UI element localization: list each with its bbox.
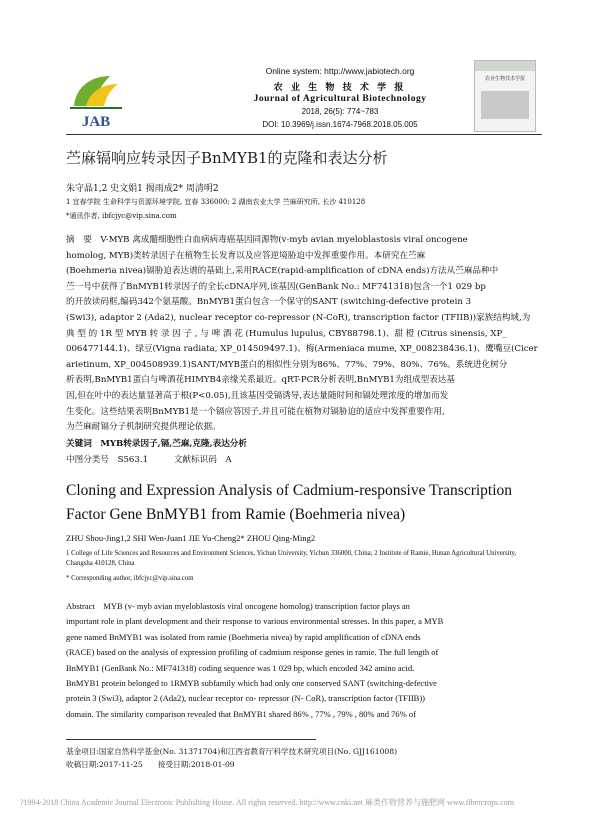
abstract-cn-line: 的开放读码框,编码342个氨基酸。BnMYB1蛋白包含一个保守的SANT (switching-defective protein 3 [66, 297, 472, 308]
keywords-cn: 关键词 MYB转录因子,镉,苎麻,克隆,表达分析 [66, 439, 247, 449]
abstract-cn-line: 因,但在叶中的表达量显著高于根(P<0.05),且该基因受镉诱导,表达量随时间和镉处理浓度的增加而发 [66, 390, 449, 401]
header-rule [66, 134, 542, 135]
abstract-cn-line: 苎一号中获得了BnMYB1转录因子的全长cDNA序列,该基因(GenBank No.: MF741318)包含一个1 029 bp [66, 281, 486, 292]
abstract-en-line: gene named BnMYB1 was isolated from ramie (Boehmeria nivea) by rapid amplification of cDNA ends [66, 631, 421, 642]
journal-name-cn: 农 业 生 物 技 术 学 报 [273, 82, 407, 92]
abstract-en-line: important role in plant development and their response to various environmental stresses. In this paper, a MYB [66, 616, 444, 627]
abstract-cn-line: 生变化。这些结果表明BnMYB1是一个镉应答因子,并且可能在植物对镉胁迫的适应中发挥重要作用, [66, 406, 445, 417]
abstract-cn-line: 典 型 的 1R 型 MYB 转 录 因 子 , 与 啤 酒 花 (Humulus lupulus, CBY88798.1)、甜 橙 (Citrus sinensis, XP_ [66, 328, 507, 339]
copyright-footer: ?1994-2018 China Academic Journal Electronic Publishing House. All rights reserved. http://www.cnki.net 麻类作物营养与施肥网 www.fibercrops.com [20, 798, 514, 807]
abstract-en-line: Abstract MYB (v- myb avian myeloblastosis viral oncogene homolog) transcription factor plays an [66, 601, 410, 611]
abstract-cn-line: (Boehmeria nivea)镉胁迫表达谱的基础上,采用RACE(rapid-amplification of cDNA ends)方法从苎麻品种中 [66, 266, 499, 277]
journal-logo [66, 72, 126, 130]
abstract-cn-line: 摘 要 V-MYB 禽成髓细胞性白血病病毒癌基因同源物(v-myb avian myeloblastosis viral oncogene [66, 235, 468, 245]
abstract-cn-line: 006477144.1)、绿豆(Vigna radiata, XP_014509497.1)、梅(Armeniaca mume, XP_008238436.1)、鹰嘴豆(Cicer [66, 344, 538, 355]
online-system[interactable]: Online system: http://www.jabiotech.org [265, 66, 415, 76]
journal-cover-thumbnail [474, 60, 536, 132]
abstract-cn-line: 析表明,BnMYB1蛋白与啤酒花HIMYB4亲缘关系最近。qRT-PCR分析表明,BnMYB1为组成型表达基 [66, 375, 456, 386]
abstract-en-line: protein 3 (Swi3), adaptor 2 (Ada2), nuclear receptor co- repressor (N- CoR), transcription factor (TFIIB)) [66, 693, 425, 704]
authors-cn: 朱守晶1,2 史文娟1 揭雨成2* 周清明2 [66, 184, 219, 194]
abstract-en [66, 599, 542, 722]
abstract-en-line: BnMYB1 (GenBank No.: MF741318) coding sequence was 1 029 bp, which encoded 342 amino acid. [66, 662, 415, 673]
abstract-cn [66, 233, 542, 436]
issue-info: 2018, 26(5): 774~783 [301, 107, 379, 116]
footnote-rule [66, 739, 316, 740]
logo-text: JAB [81, 114, 111, 130]
journal-name-en: Journal of Agricultural Biotechnology [253, 94, 427, 104]
paper-title-en: Cloning and Expression Analysis of Cadmium-responsive Transcription Factor Gene BnMYB1 from Ramie (Boehmeria nivea) [66, 482, 513, 523]
authors-en: ZHU Shou-Jing1,2 SHI Wen-Juan1 JIE Yu-Cheng2* ZHOU Qing-Ming2 [66, 533, 316, 543]
abstract-cn-line: (Swi3), adaptor 2 (Ada2), nuclear receptor co-repressor (N-CoR), transcription factor (TFIIB))家族结构域,为 [66, 312, 531, 323]
affiliation-cn: 1 宜春学院 生命科学与资源环境学院, 宜春 336000; 2 湖南农业大学 苎麻研究所, 长沙 410128 [66, 198, 366, 206]
funding-note: 基金项目:国家自然科学基金(No. 31371704)和江西省教育厅科学技术研究项目(No. GJJ161008) [66, 747, 398, 756]
received-dates: 收稿日期:2017-11-25 接受日期:2018-01-09 [66, 760, 235, 769]
corresponding-cn: *通讯作者, ibfcjyc@vip.sina.com [66, 212, 177, 220]
abstract-en-line: (RACE) based on the analysis of expression profiling of cadmium response genes in ramie. The full length of [66, 647, 439, 658]
abstract-cn-line: homolog, MYB)类转录因子在植物生长发育以及应答逆境胁迫中发挥重要作用。本研究在苎麻 [66, 250, 426, 261]
classification-cn: 中图分类号 S563.1 文献标识码 A [66, 455, 232, 465]
abstract-cn-line: arietinum, XP_004508939.1)SANT/MYB蛋白的相似性分别为86%、77%、79%、80%、76%。系统进化树分 [66, 359, 508, 370]
abstract-en-line: BnMYB1 protein belonged to 1RMYB subfamily which had only one conserved SANT (switching-defective [66, 678, 437, 689]
cover-title: 农业生物技术学报 [484, 76, 525, 82]
corresponding-en: * Corresponding author, ibfcjyc@vip.sina.com [66, 575, 194, 582]
paper-title-cn: 苎麻镉响应转录因子BnMYB1的克隆和表达分析 [66, 149, 388, 167]
abstract-cn-line: 为苎麻耐镉分子机制研究提供理论依据。 [66, 422, 221, 433]
affiliation-en: 1 College of Life Sciences and Resources and Environment Sciences, Yichun University, Yichun 336000, China; 2 Institute of Ramie, Hunan Agricultural University, Changsha 410128, China [66, 550, 517, 567]
doi[interactable]: DOI: 10.3969/j.issn.1674-7968.2018.05.005 [262, 120, 418, 129]
abstract-en-line: domain. The similarity comparison revealed that BnMYB1 shared 86% , 77% , 79% , 80% and 76% of [66, 708, 416, 719]
